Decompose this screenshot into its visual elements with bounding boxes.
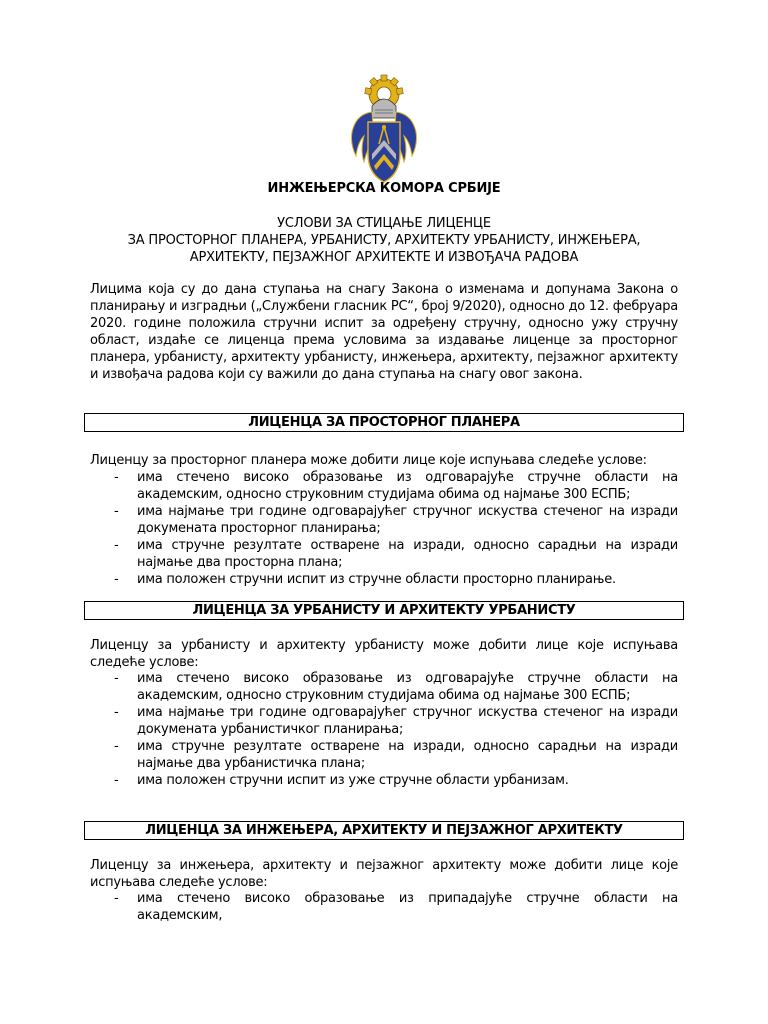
list-item: - има положен стручни испит из стручне области просторно планирање. (110, 571, 678, 588)
conditions-list (110, 670, 678, 789)
list-item: - има стечено високо образовање из припадајуће стручне области на академским, (110, 890, 678, 924)
document-title (90, 215, 678, 266)
section-heading-engineer: ЛИЦЕНЦА ЗА ИНЖЕЊЕРА, АРХИТЕКТУ И ПЕЈЗАЖНОГ АРХИТЕКТУ (84, 821, 684, 840)
list-item: - има најмање три године одговарајућег стручног искуства стеченог на изради докумената урбанистичког планирања; (110, 704, 678, 738)
chamber-coat-of-arms-icon (346, 74, 422, 192)
list-item: - има стечено високо образовање из одговарајуће стручне области на академским, односно струковним студијама обима од најмање 300 ЕСПБ; (110, 469, 678, 503)
title-line: ЗА ПРОСТОРНОГ ПЛАНЕРА, УРБАНИСТУ, АРХИТЕКТУ УРБАНИСТУ, ИНЖЕЊЕРА, (127, 233, 641, 248)
conditions-list (110, 469, 678, 588)
list-item: - има положен стручни испит из уже стручне области урбанизам. (110, 772, 678, 789)
intro-paragraph: Лицима која су до дана ступања на снагу Закона о изменама и допунама Закона о планирању и изградњи („Службени гласник РС“, број 9/2020), односно до 12. фебруара 2020. године положила стручни испит за одређену стручну, односно ужу стручну област, издаће се лиценца према условима за издавање лиценце за просторног планера, урбанисту, архитекту урбанисту, инжењера, архитекту, пејзажног архитекту и извођача радова који су важили до дана ступања на снагу овог закона. (90, 282, 678, 382)
organization-name: ИНЖЕЊЕРСКА КОМОРА СРБИЈЕ (267, 181, 501, 196)
list-item: - има најмање три године одговарајућег стручног искуства стеченог на изради докумената просторног планирања; (110, 503, 678, 537)
conditions-list (110, 890, 678, 924)
title-line: УСЛОВИ ЗА СТИЦАЊЕ ЛИЦЕНЦЕ (277, 216, 491, 231)
list-item: - има стручне резултате остварене на изради, односно сарадњи на изради најмање два просторна плана; (110, 537, 678, 571)
list-item: - има стручне резултате остварене на изради, односно сарадњи на изради најмање два урбанистичка плана; (110, 738, 678, 772)
section-heading-spatial-planner: ЛИЦЕНЦА ЗА ПРОСТОРНОГ ПЛАНЕРА (84, 413, 684, 432)
title-line: АРХИТЕКТУ, ПЕЈЗАЖНОГ АРХИТЕКТЕ И ИЗВОЂАЧА РАДОВА (189, 250, 579, 265)
section-heading-urbanist: ЛИЦЕНЦА ЗА УРБАНИСТУ И АРХИТЕКТУ УРБАНИСТУ (84, 601, 684, 620)
section-lead: Лиценцу за урбанисту и архитекту урбанисту може добити лице које испуњава следеће услове: (90, 638, 678, 670)
section-lead: Лиценцу за просторног планера може добити лице које испуњава следеће услове: (90, 453, 647, 468)
list-item: - има стечено високо образовање из одговарајуће стручне области на академским, односно струковним студијама обима од најмање 300 ЕСПБ; (110, 670, 678, 704)
section-lead: Лиценцу за инжењера, архитекту и пејзажног архитекту може добити лице које испуњава следеће услове: (90, 858, 678, 890)
